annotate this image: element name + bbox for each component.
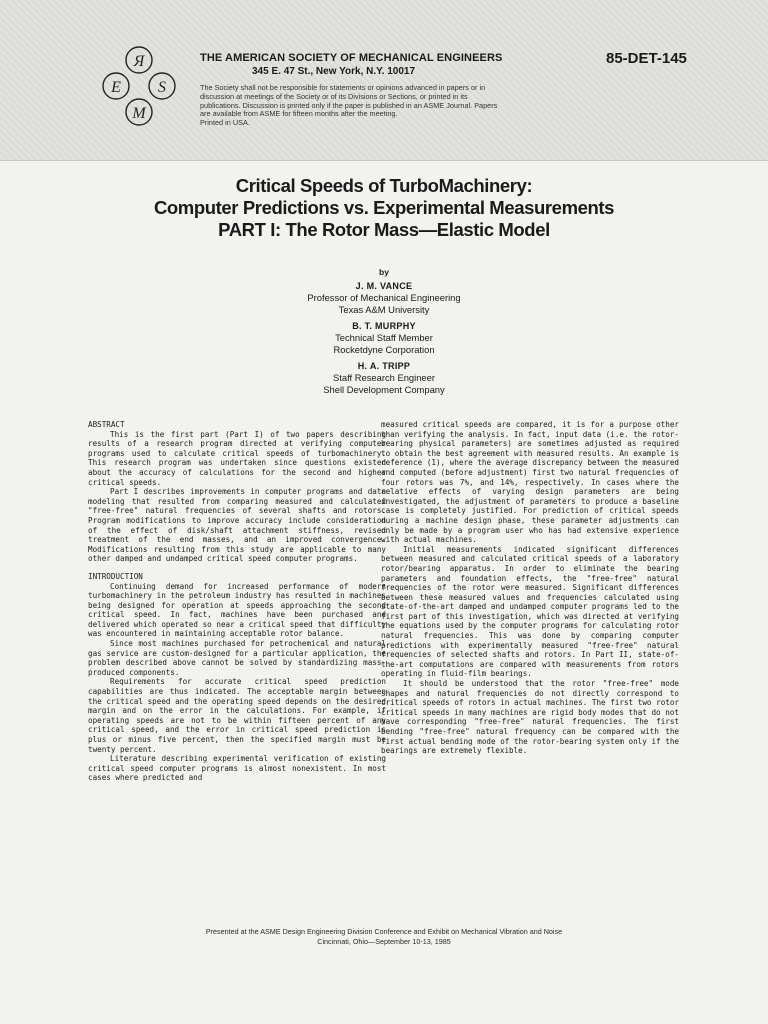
author-affiliation: Texas A&M University xyxy=(338,304,430,315)
logo-letter-right: S xyxy=(158,79,166,96)
abstract-paragraph: Part I describes improvements in computer programs and data modeling that resulted from comparing measured and calculated "free-free" natural frequencies of several shafts and rotors. Program modifications to improve accuracy include consideration of the effect of disk/shaft attachment stiffness, revised treatment of the end masses, and an improved convergence. Modifications resulting from this study are applicable to many other damped and undamped critical speed computer programs. xyxy=(88,487,386,564)
organization-name: THE AMERICAN SOCIETY OF MECHANICAL ENGINEERS xyxy=(200,52,503,64)
author-role: Technical Staff Member xyxy=(335,332,433,343)
author-name: B. T. MURPHY xyxy=(352,321,416,331)
right-column xyxy=(381,420,679,756)
asme-logo xyxy=(100,44,178,128)
footer-line-1: Presented at the ASME Design Engineering Division Conference and Exhibit on Mechanical Vibration and Noise xyxy=(205,927,563,936)
organization-address: 345 E. 47 St., New York, N.Y. 10017 xyxy=(252,66,416,77)
author-name: H. A. TRIPP xyxy=(357,361,411,371)
body-paragraph: measured critical speeds are compared, it is for a purpose other than verifying the analysis. In fact, input data (i.e. the rotor-bearing physical parameters) are sometimes adjusted as required to obtain the best agreement with measured results. An example is reference (1), where the average discrepancy between the measured and computed (before adjustment) first two natural frequencies of four rotors was 7%, and 14%, respectively. In cases where the relative effects of varying design parameters are being investigated, the adjustment of parameters to produce a baseline case is completely justified. For prediction of critical speeds during a machine design phase, these parameter adjustments can only be made by a program user who has had extensive experience with actual machines. xyxy=(381,420,679,545)
author-name: J. M. VANCE xyxy=(355,281,413,291)
logo-letter-left: E xyxy=(111,79,121,96)
title-line-1: Critical Speeds of TurboMachinery: xyxy=(235,175,533,196)
left-column xyxy=(88,420,386,783)
introduction-heading: INTRODUCTION xyxy=(88,571,143,581)
logo-letter-bottom: M xyxy=(132,105,146,122)
conference-footer xyxy=(120,927,648,946)
printed-in-usa: Printed in USA. xyxy=(200,118,250,128)
title-line-3: PART I: The Rotor Mass—Elastic Model xyxy=(218,219,550,240)
disclaimer xyxy=(200,84,500,128)
author-affiliation: Rocketdyne Corporation xyxy=(333,344,435,355)
by-label: by xyxy=(379,267,389,277)
paper-number: 85-DET-145 xyxy=(606,50,687,67)
abstract-heading: ABSTRACT xyxy=(88,420,125,429)
disclaimer-text: The Society shall not be responsible for statements or opinions advanced in papers or in discussion at meetings of the Society or of its Divisions or Sections, or printed in its publications. Discussion is printed only if the paper is published in an ASME Journal. Papers are available from ASME for fifteen months after the meeting. xyxy=(200,83,498,119)
footer-line-2: Cincinnati, Ohio—September 10-13, 1985 xyxy=(317,936,451,946)
introduction-paragraph: Since most machines purchased for petrochemical and natural gas service are custom-designed for a particular application, the problem described above cannot be solved by standardizing mass-produced components. xyxy=(88,639,386,677)
body-paragraph: It should be understood that the rotor "free-free" mode shapes and natural frequencies do not directly correspond to critical speeds of rotors in actual machines. The first two rotor critical speeds in many machines are rigid body modes that do not have corresponding "free-free" natural frequencies. The first bending "free-free" natural frequency can be compared with the first actual bending mode of the rotor-bearing system only if the bearings are extremely flexible. xyxy=(381,679,679,756)
author-role: Professor of Mechanical Engineering xyxy=(307,292,461,303)
abstract-paragraph: This is the first part (Part I) of two papers describing results of a research program directed at verifying computer programs used to calculate critical speeds of turbomachinery. This research program was undertaken since questions existed about the accuracy of calculations for the second and higher critical speeds. xyxy=(88,429,386,487)
author-affiliation: Shell Development Company xyxy=(323,384,445,395)
logo-letter-top: Я xyxy=(133,53,145,70)
paper-title xyxy=(80,175,688,241)
title-line-2: Computer Predictions vs. Experimental Measurements xyxy=(153,197,615,218)
introduction-paragraph: Requirements for accurate critical speed prediction capabilities are thus indicated. The acceptable margin between the critical speed and the operating speed depends on the desired margin and on the error in the calculations. For example, if operating speeds are not to be within fifteen percent of any critical speed, and the error in critical speed prediction is plus or minus five percent, then the specified margin must be twenty percent. xyxy=(88,677,386,754)
author-role: Staff Research Engineer xyxy=(333,372,435,383)
body-paragraph: Initial measurements indicated significant differences between measured and calculated critical speeds of a laboratory rotor/bearing apparatus. In order to eliminate the bearing parameters and foundation effects, the "free-free" natural frequencies of the rotor were measured. Significant differences between these measured values and frequencies calculated using state-of-the-art damped and undamped computer programs led to the first part of this investigation, which was directed at verifying the equations used by the computer programs for calculating rotor natural frequencies. This was done by comparing computer predictions with experimentally measured "free-free" natural frequencies of selected shafts and rotors. In Part II, state-of-the-art computations are compared with measurements from rotors operating in fluid-film bearings. xyxy=(381,544,679,679)
author-block xyxy=(184,266,584,396)
introduction-paragraph: Continuing demand for increased performance of modern turbomachinery in the petroleum industry has resulted in machines being designed for operation at speeds approaching the second critical speed. In fact, machines have been purchased and delivered which operated so near a critical speed that difficulty was encountered in maintaining acceptable rotor balance. xyxy=(88,581,386,639)
introduction-paragraph: Literature describing experimental verification of existing critical speed computer programs is almost nonexistent. In most cases where predicted and xyxy=(88,754,386,783)
